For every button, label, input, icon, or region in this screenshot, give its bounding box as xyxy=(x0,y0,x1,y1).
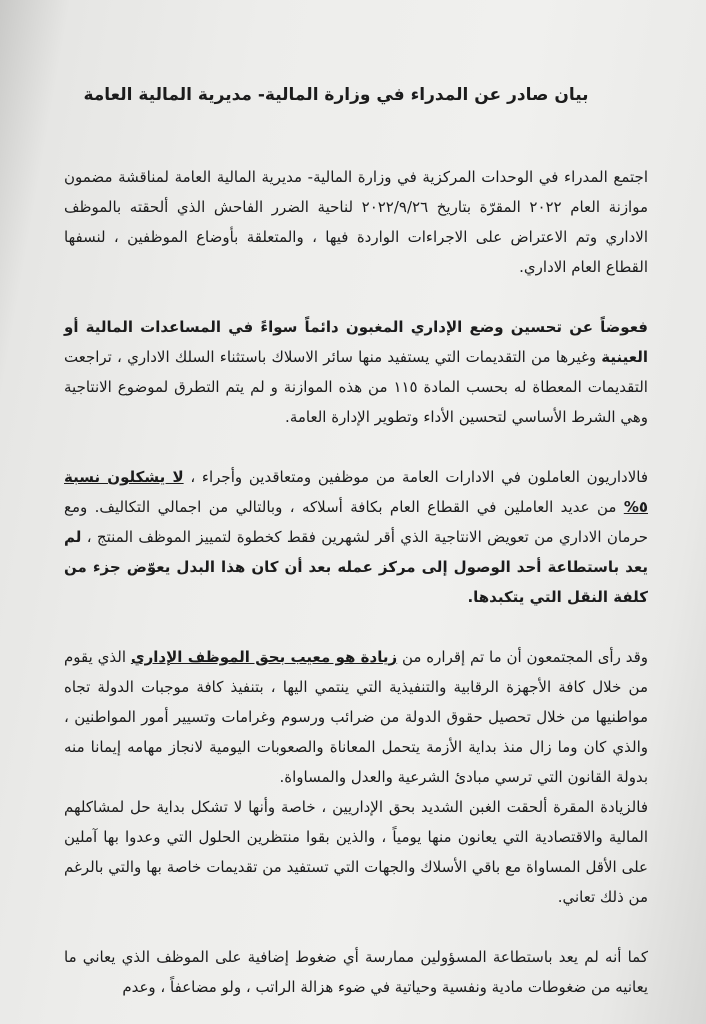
paragraph-2-rest: وغيرها من التقديمات التي يستفيد منها سائر الاسلاك باستثناء السلك الاداري ، تراجعت التقديمات المعطاة له بحسب المادة ١١٥ من هذه الموازنة و لم يتم التطرق لموضوع الانتاجية وهي الشرط الأساسي لتحسين الأداء وتطوير الإدارة العامة. xyxy=(64,348,648,426)
document-body xyxy=(64,78,648,1002)
paragraph-4-underlined: زيادة هو معيب بحق الموظف الإداري xyxy=(130,648,398,666)
paragraph-5: فالزيادة المقرة ألحقت الغبن الشديد بحق الإداريين ، خاصة وأنها لا تشكل بداية حل لمشاكلهم المالية والاقتصادية التي يعانون منها يومياً ، والذين بقوا منتظرين الحلول التي وعدوا بها آملين على الأقل المساواة مع باقي الأسلاك والجهات التي تستفيد من تقديمات خاصة بها والتي بالرغم من ذلك تعاني. xyxy=(64,798,648,906)
paragraph-3-c: من عديد العاملين في القطاع العام بكافة أسلاكه ، وبالتالي من اجمالي التكاليف. ومع حرمان الاداري من تعويض الانتاجية الذي أقر لشهرين فقط كخطوة لتمييز الموظف المنتج ، xyxy=(64,498,648,546)
paragraph-2 xyxy=(64,312,648,432)
paragraph-6: كما أنه لم يعد باستطاعة المسؤولين ممارسة أي ضغوط إضافية على الموظف الذي يعاني ما يعانيه من ضغوطات مادية ونفسية وحياتية في ضوء هزالة الراتب ، ولو مضاعفاً ، وعدم xyxy=(64,948,648,996)
paragraph-2-bold: فعوضاً عن تحسين وضع الإداري المغبون دائماً سواءً في المساعدات المالية أو العينية xyxy=(64,318,648,366)
paragraph-3-bold: لم يعد باستطاعة أحد الوصول إلى مركز عمله بعد أن كان هذا البدل يعوّض جزء من كلفة النقل التي يتكبدها. xyxy=(64,528,648,606)
paragraph-3 xyxy=(64,462,648,612)
paragraph-3-underlined: لا يشكلون نسبة ٥% xyxy=(64,468,648,516)
document-title: بيان صادر عن المدراء في وزارة المالية- مديرية المالية العامة xyxy=(83,85,589,105)
paragraph-3-a: فالاداريون العاملون في الادارات العامة من موظفين ومتعاقدين وأجراء ، xyxy=(183,468,648,486)
paragraph-1: اجتمع المدراء في الوحدات المركزية في وزارة المالية- مديرية المالية العامة لمناقشة مضمون موازنة العام ٢٠٢٢ المقرّة بتاريخ ٢٠٢٢/٩/٢٦ لناحية الضرر الفاحش الذي ألحقته بالموظف الاداري وتم الاعتراض على الاجراءات الواردة فيها ، والمتعلقة بأوضاع الموظفين ، لنسفها القطاع العام الاداري. xyxy=(64,168,649,276)
paragraph-4-a: وقد رأى المجتمعون أن ما تم إقراره من xyxy=(397,648,648,666)
paragraph-4-c: الذي يقوم من خلال كافة الأجهزة الرقابية والتنفيذية التي ينتمي اليها ، بتنفيذ كافة موجبات الدولة تجاه مواطنيها من خلال تحصيل حقوق الدولة من ضرائب ورسوم وغرامات وتسيير أمور المواطنين ، والذي كان وما زال منذ بداية الأزمة يتحمل المعاناة والصعوبات اليومية لانجاز مهامه إيمانا منه بدولة القانون التي ترسي مبادئ الشرعية والعدل والمساواة. xyxy=(64,648,648,786)
paragraph-4 xyxy=(64,642,648,792)
